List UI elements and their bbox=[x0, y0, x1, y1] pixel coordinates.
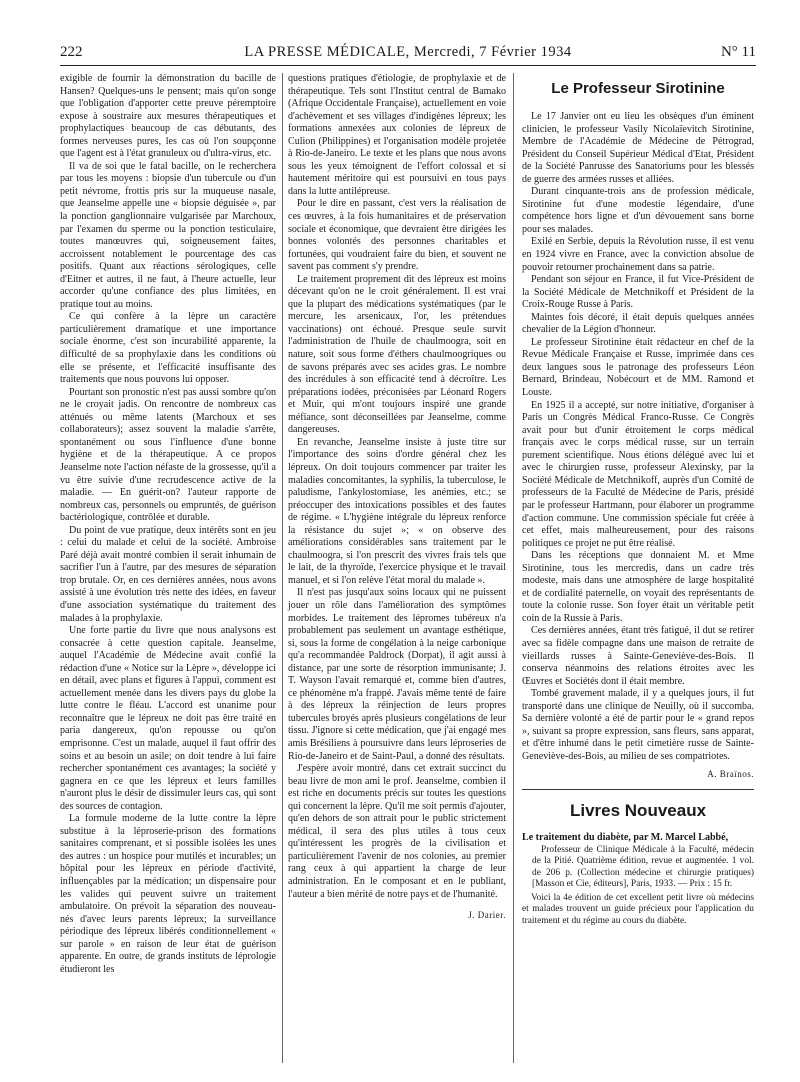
book-details: Professeur de Clinique Médicale à la Faculté, médecin de la Pitié. Quatrième édition, revue et augmentée. 1 vol. de 206 p. (Collection médecine et chirurgie pratiques) [Masson et Cie, éditeurs], Paris, 1933. — Prix : 15 fr. bbox=[532, 844, 754, 890]
paragraph: Le 17 Janvier ont eu lieu les obsèques d'un éminent clinicien, le professeur Vasily Nicolaïevitch Sirotinine, Membre de l'Académie de Médecine de Pétrograd, Président du Conseil Supérieur Médical d'Etat, Président de la Société Panrusse des Sanatoriums pour les blessés de guerre des armées russes et alliées. bbox=[522, 111, 754, 185]
paragraph: J'espère avoir montré, dans cet extrait succinct du beau livre de mon ami le prof. Jeanselme, combien il est riche en documents précis sur toutes les questions qui concernent la lèpre. Qu'il me soit permis d'ajouter, qu'en dehors de son attrait pour le public strictement médical, il sera des plus utiles à tous ceux qu'intéressent les progrès de la civilisation et particulièrement l'avenir de nos colonies, au premier rang ceux à qui appartient la charge de leur administration. En le composant et en le publiant, l'auteur a bien mérité de notre pays et de l'humanité. bbox=[288, 763, 506, 900]
paragraph: La formule moderne de la lutte contre la lèpre substitue à la léproserie-prison des formations sanitaires comprenant, et si possible isolées les unes des autres : un hospice pour mutilés et incurables; un hôpital pour les lépreux en période d'activité, influençables par la médication; un dispensaire pour les valides qui peuvent suivre un traitement ambulatoire. On prévoit la séparation des nouveau-nés d'avec leurs parents lépreux; la surveillance périodique des lépreux libérés conditionnellement « sur parole » en raison de leur état de guérison apparente. En outre, de grands instituts de léprologie étudieront les bbox=[60, 813, 276, 975]
paragraph: Ces dernières années, étant très fatigué, il dut se retirer avec sa fidèle compagne dans une maison de retraite de vieillards russes à Sainte-Geneviève-des-Bois. Il conserva néanmoins des relations étroites avec les Œuvres et Sociétés dont il était membre. bbox=[522, 625, 754, 687]
paragraph: Exilé en Serbie, depuis la Révolution russe, il est venu en 1924 vivre en France, avec la conviction absolue de pouvoir retourner prochainement dans sa patrie. bbox=[522, 236, 754, 273]
obituary-title: Le Professeur Sirotinine bbox=[551, 80, 725, 97]
paragraph: Durant cinquante-trois ans de profession médicale, Sirotinine fut d'une modestie légendaire, d'une compétence hors ligne et d'un dévouement sans borne pour ses malades. bbox=[522, 186, 754, 235]
paragraph: Pourtant son pronostic n'est pas aussi sombre qu'on ne le croyait jadis. On rencontre de nombreux cas atténués ou même latents (Marchoux et ses collaborateurs); assez souvent la maladie s'arrête, spontanément ou sous l'influence d'une bonne hygiène et de la thérapeutique. A ce propos Jeanselme note l'action néfaste de la grossesse, qu'il a vu être suivie d'une recrudescence active de la maladie. — En guérit-on? l'auteur rapporte de nombreux cas, personnels ou empruntés, de guérison bactériologique, contrôlée et durable. bbox=[60, 386, 276, 524]
column-left bbox=[60, 73, 276, 976]
book-review: Voici la 4e édition de cet excellent petit livre où médecins et malades trouvent un guide précieux pour l'application du traitement et du régime au cours du diabète. bbox=[522, 892, 754, 926]
paragraph: exigible de fournir la démonstration du bacille de Hansen? Quelques-uns le pensent; mais qu'on songe que l'obligation d'apporter cette preuve péremptoire expose à soustraire aux mesures thérapeutiques et prophylactiques beaucoup de cas débutants, des formes nerveuses pures, les cas où l'on soupçonne que l'agent est à l'état granuleux ou d'ultra-virus, etc. bbox=[60, 73, 276, 160]
paragraph: Pour le dire en passant, c'est vers la réalisation de ces œuvres, à la fois humanitaires et de préservation sociale et économique, que devraient être dirigées les bonnes volontés des personnes charitables et fortunées, qui voudraient faire du bien, et souvent ne savent pas comment s'y prendre. bbox=[288, 198, 506, 273]
column-middle bbox=[288, 73, 506, 922]
paragraph: Le professeur Sirotinine était rédacteur en chef de la Revue Médicale Française et Russe, imprimée dans ces deux langues sous le patronage des professeurs Léon Bernard, Brindeau, Nobécourt et de MM. Ramond et Louste. bbox=[522, 336, 754, 399]
paragraph: Tombé gravement malade, il y a quelques jours, il fut transporté dans une clinique de Neuilly, où il succomba. Sa dernière volonté a été de partir pour le « grand repos », suivant sa propre expression, sans fleurs, sans apparat, et d'être inhumé dans le petit cimetière russe de Sainte-Geneviève-des-Bois, au milieu de ses compatriotes. bbox=[522, 688, 754, 762]
header-rule bbox=[60, 65, 756, 66]
journal-title: LA PRESSE MÉDICALE, Mercredi, 7 Février 1934 bbox=[244, 44, 572, 60]
paragraph: Il n'est pas jusqu'aux soins locaux qui ne puissent jouer un rôle dans l'amélioration des symptômes morbides. Le traitement des lépromes tubéreux n'a probablement pas seulement un avantage esthétique, si, sous la forme de congélation à la neige carbonique qu'a recommandée Paldrock (Dorpat), il agit aussi à distance, par une sorte de résorption immunisante; J. T. Wayson l'avait remarqué et, comme bien d'autres, ce phénomène m'a frappé. J'avais même tenté de faire à des lépreux la réinjection de leurs propres tubercules broyés après plusieurs congélations de leur tissu. J'ignore si cette médication, que j'ai engagé mes amis Brésiliens à poursuivre dans leurs léproseries de Rio-de-Janeiro et de Saint-Paul, a donné des résultats. bbox=[288, 587, 506, 762]
issue-number: N° 11 bbox=[720, 44, 756, 60]
book-title: Le traitement du diabète, par M. Marcel Labbé, bbox=[522, 831, 729, 843]
obituary-signature: A. Braïnos. bbox=[707, 769, 754, 780]
paragraph: Il va de soi que le fatal bacille, on le recherchera par tous les moyens : biopsie d'un tubercule ou d'un petit névrome, frottis pris sur la muqueuse nasale, que Jeanselme appelle une « biopsie déguisée », par la ponction ganglionnaire vulgarisée par Marchoux, par l'examen du sperme ou la ponction testiculaire, toutes manœuvres qui, soigneusement faites, accroissent notablement le pourcentage des cas positifs. Quant aux réactions sérologiques, celle d'Eitner et autres, il ne faut, à l'heure actuelle, leur accorder qu'une confiance des plus limitées, en pratique tout au moins. bbox=[60, 160, 276, 310]
column-right bbox=[522, 73, 754, 927]
paragraph: Le traitement proprement dit des lépreux est moins décevant qu'on ne le croit généralement. Il est vrai que la plupart des médications systématiques (par le mercure, les arsenicaux, l'or, les prétendues vaccinations) ont échoué. Presque seule survit l'administration de l'huile de chaulmoogra, soit en nature, soit sous forme d'éthers chaulmoogriques ou de savons préparés avec ses acides gras. Le nombre des incrédules à son efficacité tend à décroître. Les préparations iodées, préconisées par Léonard Rogers et Muir, qui m'ont toujours inspiré une grande méfiance, sont déconseillées par Jeanselme, comme dangereuses. bbox=[288, 273, 506, 436]
author-signature: J. Darier. bbox=[468, 910, 506, 921]
paragraph: En revanche, Jeanselme insiste à juste titre sur l'importance des soins d'ordre général chez les lépreux. On doit toujours commencer par traiter les maladies concomitantes, la syphilis, la tuberculose, le paludisme, l'ankylostomiase, les anémies, etc.; se préoccuper des intoxications possibles et des fautes de régime. « L'hygiène intégrale du lépreux renforce la résistance du sujet »; « on observe des améliorations considérables sans traitement par le chaulmoogra, si l'on prescrit des vivres frais tels que le lait, de la thyroïde, l'exercice physique et le travail manuel, et si l'on relève l'état moral du malade ». bbox=[288, 436, 506, 586]
column-separator-right bbox=[513, 73, 514, 1063]
column-separator-left bbox=[282, 73, 283, 1063]
section-rule bbox=[522, 789, 754, 790]
paragraph: Du point de vue pratique, deux intérêts sont en jeu : celui du malade et celui de la société. Ambroise Paré déjà avait montré combien il serait inhumain de sacrifier l'un à l'autre, par des mesures de séparation trop brutale. Or, en ces dernières années, nous avons assisté à une évolution très nette des idées, en faveur d'une association systématique du traitement des malades à la prophylaxie. bbox=[60, 524, 276, 624]
paragraph: Pendant son séjour en France, il fut Vice-Président de la Société Médicale de Metchnikoff et Président de la Croix-Rouge Russe à Paris. bbox=[522, 274, 754, 311]
paragraph: questions pratiques d'étiologie, de prophylaxie et de thérapeutique. Tels sont l'Institut central de Bamako (Afrique Occidentale Française), actuellement en voie d'achèvement et ses villages d'indigènes lépreux; les formations annexées aux colonies de lépreux de Culion (Philippines) et l'organisation modèle projetée à Rio-de-Janeiro. Le texte et les plans que nous avons sous les yeux témoignent de l'effort colossal et si hautement méritoire qui est poursuivi en tous pays dans la lutte antilépreuse. bbox=[288, 73, 506, 197]
page-number: 222 bbox=[60, 44, 83, 60]
paragraph: Dans les réceptions que donnaient M. et Mme Sirotinine, tous les mercredis, dans un cadre très modeste, mais dans une atmosphère de large hospitalité et de cordialité paternelle, on voyait des représentants de toute la colonie russe. Son foyer était un véritable petit coin de la Russie à Paris. bbox=[522, 550, 754, 624]
paragraph: En 1925 il a accepté, sur notre initiative, d'organiser à Paris un Congrès Médical Franco-Russe. Ce Congrès avait pour but d'unir étroitement le corps médical français avec le corps médical russe, sur un terrain purement scientifique. Nous étions délégué avec lui et avec le chirurgien russe, professeur Alexinsky, par la Société Médicale de Metchnikoff, auprès d'un Comité de professeurs de la Faculté de Médecine de Paris, présidé par le professeur Hartmann, pour élaborer un programme d'action commune. Une commission spéciale fut créée à cet effet, mais malheureusement, pour des raisons politiques ce projet ne put être réalisé. bbox=[522, 399, 754, 549]
books-section-title: Livres Nouveaux bbox=[569, 800, 707, 820]
paragraph: Une forte partie du livre que nous analysons est consacrée à cette question capitale. Jeanselme, auquel l'Académie de Médecine avait confié la rédaction d'une « Notice sur la Lèpre », développe ici en détail, avec plans et figures à l'appui, comment est actuellement menée dans les divers pays du globe la lutte contre le fléau. L'accord est unanime pour reconnaître que le lépreux ne doit pas être traité en paria dangereux, qu'on repousse ou qu'on emprisonne. C'est un malade, auquel il faut offrir des soins et au besoin un asile; on doit tendre à lui faire rechercher spontanément ces avantages; la société y gagnera en ce que les lépreux et leurs familles n'auront plus le désir de dissimuler leurs cas, qui sont des sources de contagion. bbox=[60, 625, 276, 812]
paragraph: Maintes fois décoré, il était depuis quelques années chevalier de la Légion d'honneur. bbox=[522, 311, 754, 336]
paragraph: Ce qui confère à la lèpre un caractère particulièrement dramatique et une importance sociale énorme, c'est son incurabilité apparente, la difficulté de sa prophylaxie dans les conditions où elle se présente, et l'efficacité insuffisante des traitements que nous pouvons lui opposer. bbox=[60, 311, 276, 386]
